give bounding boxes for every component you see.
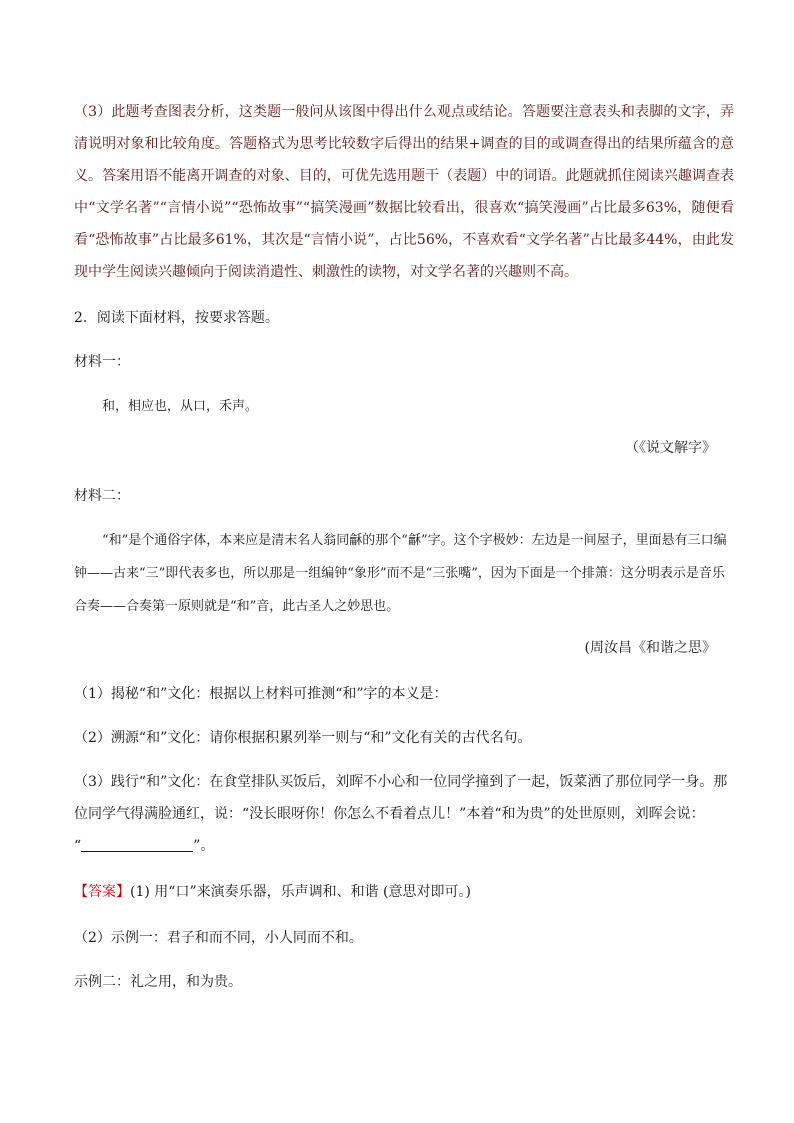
open-quote: “ <box>74 838 82 854</box>
analysis-paragraph: （3）此题考查图表分析，这类题一般问从该图中得出什么观点或结论。答题要注意表头和表脚的文字，弄清说明对象和比较角度。答题格式为思考比较数字后得出的结果+调查的目的或调查得出的结果所蕴含的意义。答案用语不能离开调查的对象、目的，可优先选用题干（表题）中的词语。此题就抓住阅读兴趣调查表中“文学名著”“言情小说”“恐怖故事”“搞笑漫画”数据比较看出，很喜欢“搞笑漫画”占比最多63%，随便看看“恐怖故事”占比最多61%，其次是“言情小说”，占比56%，不喜欢看“文学名著”占比最多44%，由此发现中学生阅读兴趣倾向于阅读消遣性、刺激性的读物，对文学名著的兴趣则不高。 <box>74 104 734 280</box>
material-two-label: 材料二： <box>74 488 130 504</box>
sub-question-3-text: （3）践行“和”文化：在食堂排队买饭后，刘晖不小心和一位同学撞到了一起，饭菜洒了那位同学一身。那位同学气得满脸通红，说：“没长眼呀你！你怎么不看着点儿！”本着“和为贵”的处世原则，刘晖会说： <box>74 774 728 822</box>
question-title: 2．阅读下面材料，按要求答题。 <box>74 310 279 326</box>
material-two-text: “和”是个通俗字体，本来应是清末名人翁同龢的那个“龢”字。这个字极妙：左边是一间屋子，里面悬有三口编钟——古来“三”即代表多也，所以那是一组编钟“象形”而不是“三张嘴”，因为下面是一个排箫：这分明表示是音乐合奏——合奏第一原则就是“和”音，此古圣人之妙思也。 <box>74 533 727 614</box>
answer-blank <box>81 835 193 852</box>
answer-2: （2）示例一：君子和而不同，小人同而不和。 <box>74 930 363 946</box>
answer-1 <box>74 876 734 908</box>
material-one-text: 和，相应也，从口，禾声。 <box>102 399 259 414</box>
sub-question-1: （1）揭秘“和”文化：根据以上材料可推测“和”字的本义是： <box>74 686 448 702</box>
sub-question-2: （2）溯源“和”文化：请你根据积累列举一则与“和”文化有关的古代名句。 <box>74 730 532 746</box>
sub-question-3 <box>74 766 734 862</box>
material-one-label: 材料一： <box>74 354 130 370</box>
answer-3: 示例二：礼之用，和为贵。 <box>74 974 242 990</box>
answer-tag: 【答案】 <box>74 884 130 900</box>
material-two-source: (周汝昌《和谐之思》 <box>584 640 716 656</box>
close-quote: ”。 <box>193 838 215 854</box>
material-one-source: （《说文解字》 <box>625 440 716 456</box>
answer-1-text: (1) 用“口”来演奏乐器，乐声调和、和谐 (意思对即可。) <box>130 884 471 900</box>
